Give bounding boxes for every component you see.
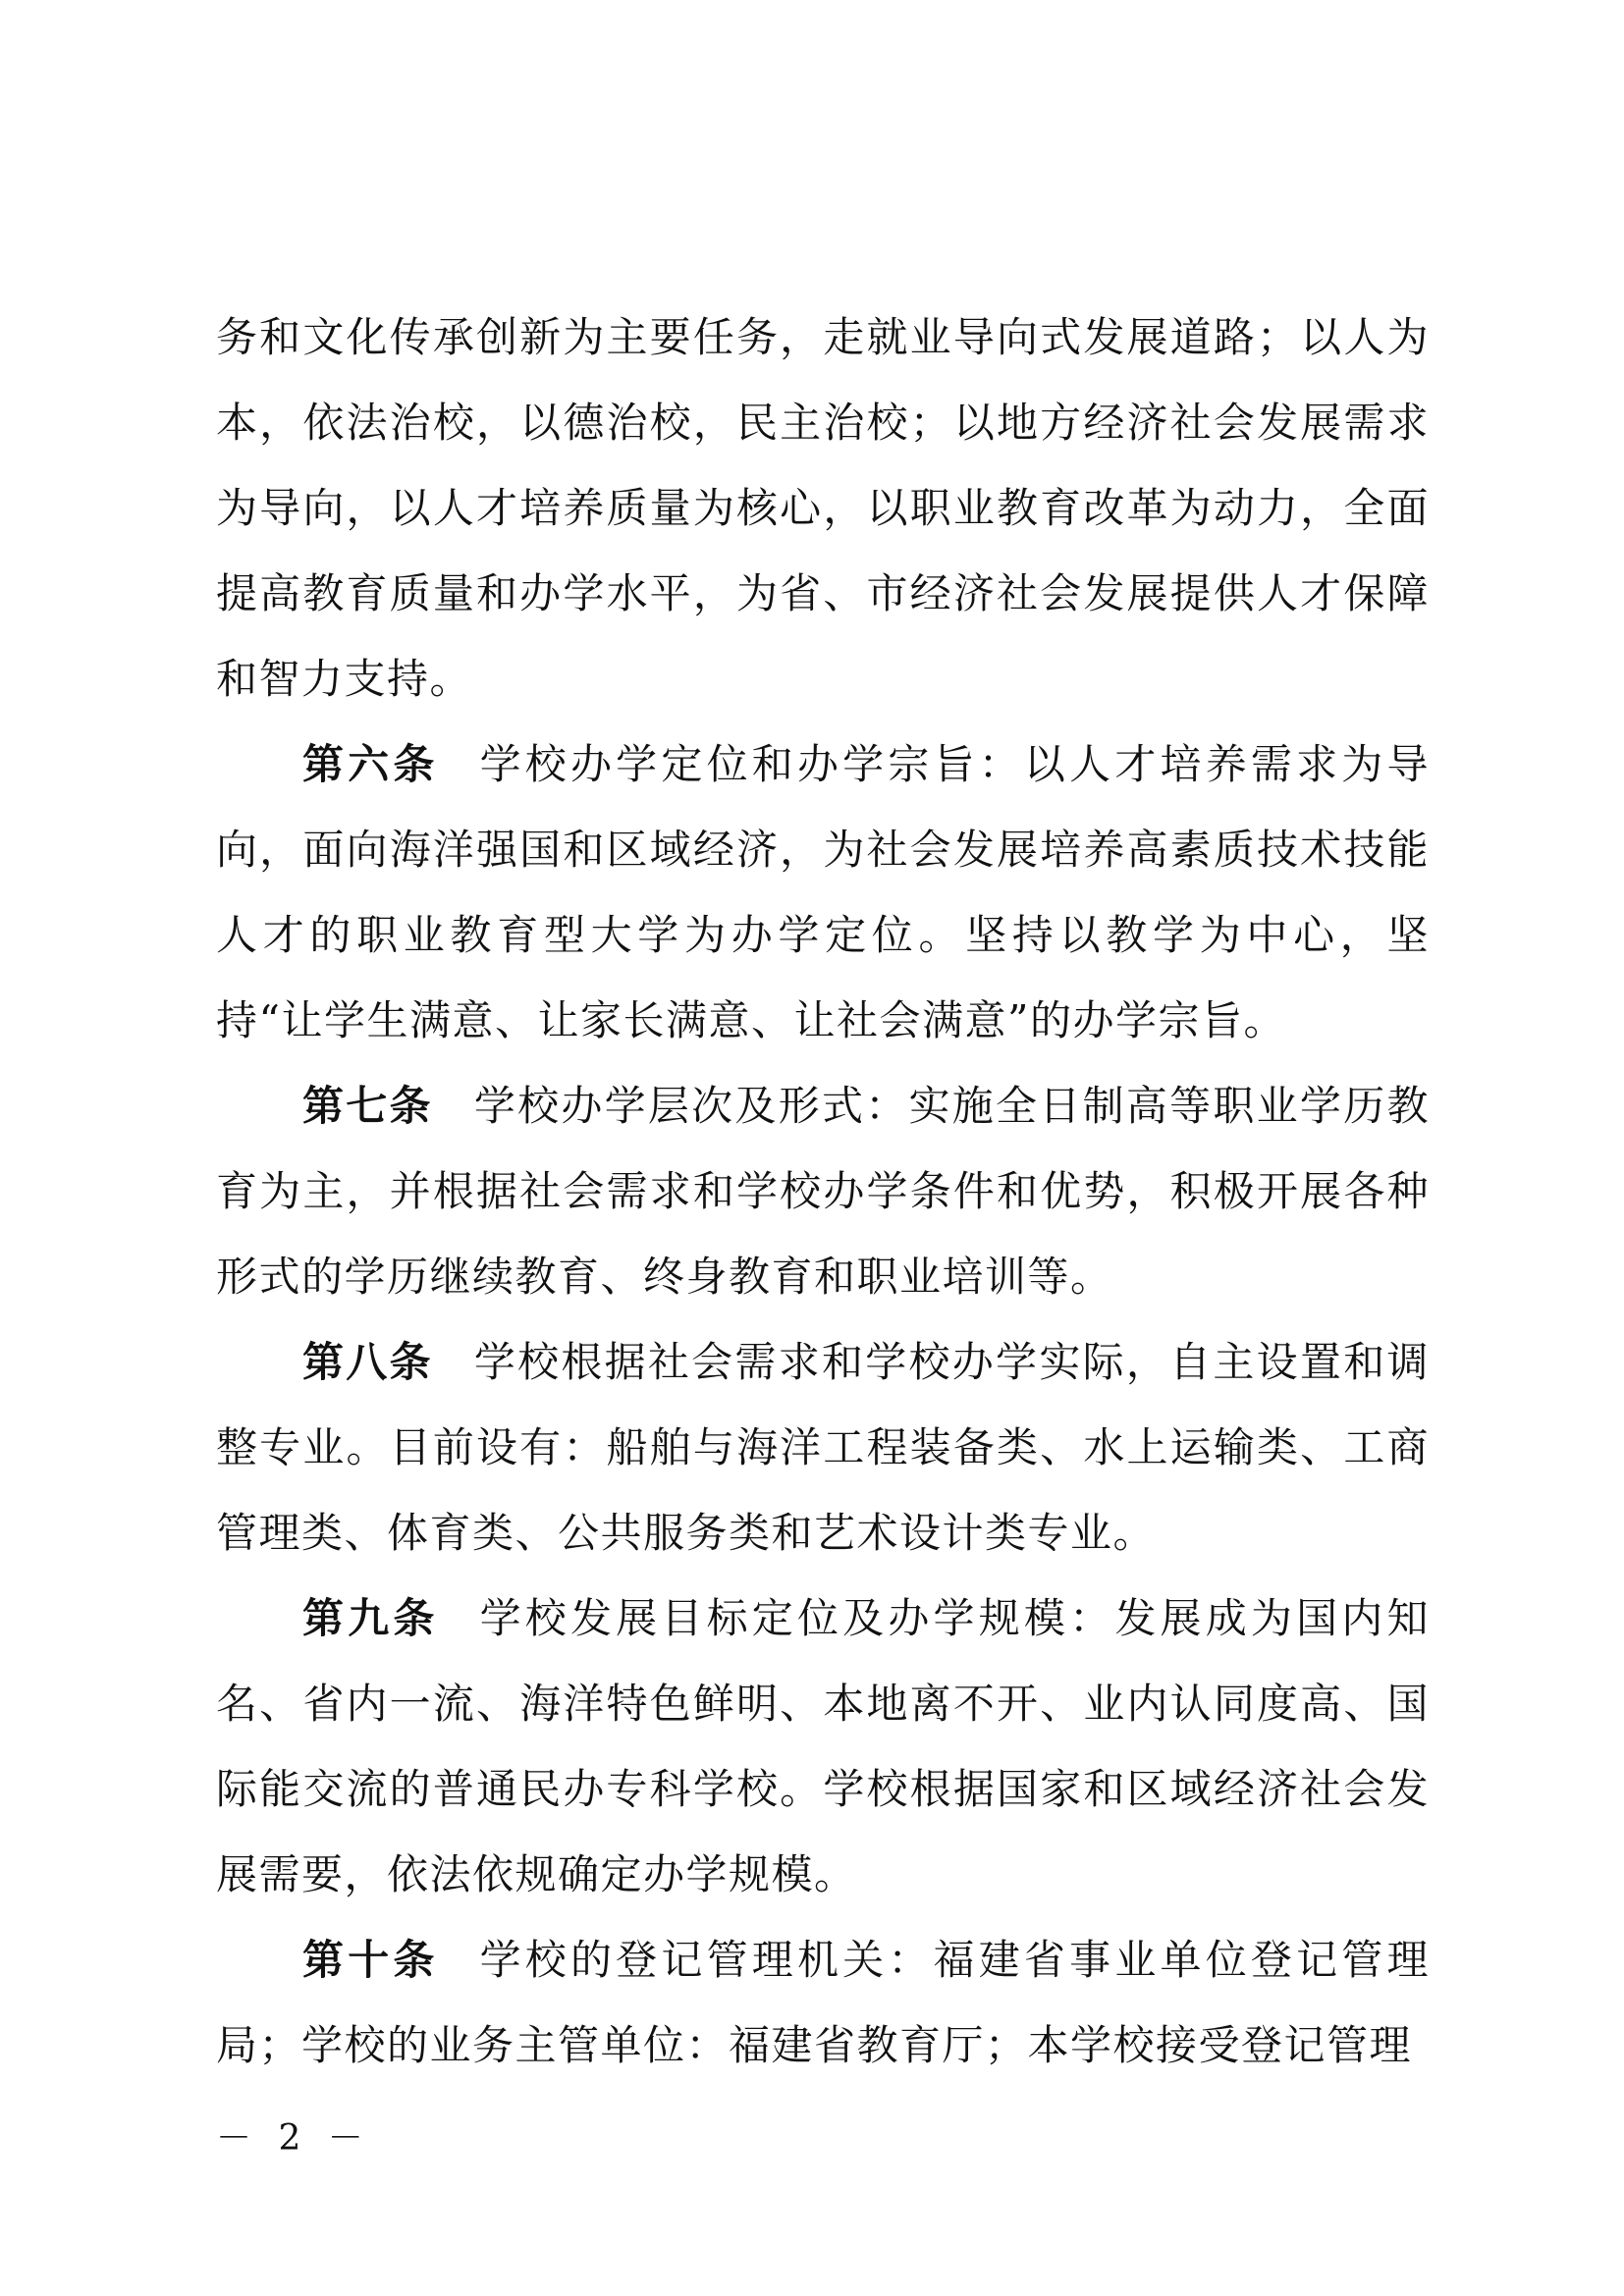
page-number: － 2 － bbox=[216, 2118, 371, 2159]
article-number: 第七条 bbox=[302, 1082, 433, 1130]
article-number: 第六条 bbox=[302, 740, 439, 788]
article-number: 第八条 bbox=[302, 1338, 433, 1386]
article-number: 第九条 bbox=[302, 1594, 439, 1642]
paragraph-text: 务和文化传承创新为主要任务，走就业导向式发展道路；以人为本，依法治校，以德治校，民主治校；以地方经济社会发展需求为导向，以人才培养质量为核心，以职业教育改革为动力，全面提高教育质量和办学水平，为省、市经济社会发展提供人才保障和智力支持。 bbox=[216, 313, 1430, 703]
article-text: 学校办学层次及形式：实施全日制高等职业学历教育为主，并根据社会需求和学校办学条件和优势，积极开展各种形式的学历继续教育、终身教育和职业培训等。 bbox=[216, 1082, 1430, 1301]
article-text: 学校根据社会需求和学校办学实际，自主设置和调整专业。目前设有：船舶与海洋工程装备类、水上运输类、工商管理类、体育类、公共服务类和艺术设计类专业。 bbox=[216, 1338, 1430, 1557]
article-number: 第十条 bbox=[302, 1936, 439, 1984]
article-6 bbox=[216, 721, 1430, 1063]
article-text: 学校发展目标定位及办学规模：发展成为国内知名、省内一流、海洋特色鲜明、本地离不开、业内认同度高、国际能交流的普通民办专科学校。学校根据国家和区域经济社会发展需要，依法依规确定办学规模。 bbox=[216, 1594, 1430, 1898]
article-text: 学校办学定位和办学宗旨：以人才培养需求为导向，面向海洋强国和区域经济，为社会发展培养高素质技术技能人才的职业教育型大学为办学定位。坚持以教学为中心，坚持“让学生满意、让家长满意、让社会满意”的办学宗旨。 bbox=[216, 740, 1430, 1044]
article-text: 学校的登记管理机关：福建省事业单位登记管理局；学校的业务主管单位：福建省教育厅；本学校接受登记管理 bbox=[216, 1936, 1430, 2069]
paragraph-continuation bbox=[216, 294, 1430, 721]
article-9 bbox=[216, 1575, 1430, 1917]
article-7 bbox=[216, 1063, 1430, 1319]
document-body bbox=[216, 294, 1430, 2088]
article-8 bbox=[216, 1319, 1430, 1575]
article-10 bbox=[216, 1917, 1430, 2088]
